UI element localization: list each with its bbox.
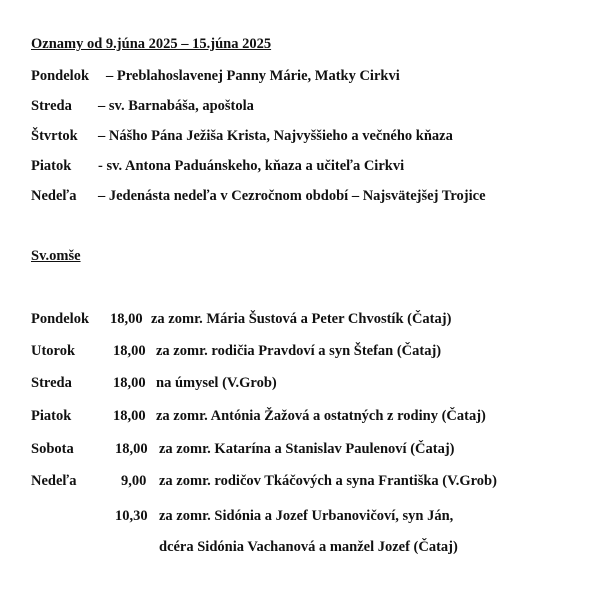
mass-time-tuesday: 18,00 <box>113 343 146 359</box>
mass-time-monday: 18,00 <box>110 311 143 327</box>
announcement-text-thursday: – Nášho Pána Ježiša Krista, Najvyššieho a večného kňaza <box>98 128 453 144</box>
announcements-heading: Oznamy od 9.júna 2025 – 15.júna 2025 <box>31 36 272 52</box>
mass-time-sunday: 9,00 <box>121 473 147 489</box>
mass-day-sunday: Nedeľa <box>31 473 77 489</box>
mass-day-tuesday: Utorok <box>31 343 76 359</box>
announcement-day-thursday: Štvrtok <box>31 128 78 144</box>
announcement-day-friday: Piatok <box>31 158 72 174</box>
mass-day-wednesday: Streda <box>31 375 72 391</box>
mass-time-wednesday: 18,00 <box>113 375 146 391</box>
announcement-text-friday: - sv. Antona Paduánskeho, kňaza a učiteľa Cirkvi <box>98 158 405 174</box>
mass-time-friday: 18,00 <box>113 408 146 424</box>
mass-day-friday: Piatok <box>31 408 72 424</box>
announcement-day-wednesday: Streda <box>31 98 72 114</box>
mass-day-monday: Pondelok <box>31 311 90 327</box>
mass-text-sunday-second: za zomr. Sidónia a Jozef Urbanovičoví, syn Ján, <box>159 508 454 524</box>
announcement-text-monday: – Preblahoslavenej Panny Márie, Matky Cirkvi <box>106 68 400 84</box>
mass-text-continuation: dcéra Sidónia Vachanová a manžel Jozef (Čataj) <box>159 539 458 555</box>
mass-text-tuesday: za zomr. rodičia Pravdoví a syn Štefan (Čataj) <box>156 343 442 359</box>
announcement-day-sunday: Nedeľa <box>31 188 77 204</box>
masses-heading: Sv.omše <box>31 248 81 264</box>
mass-day-saturday: Sobota <box>31 441 74 457</box>
mass-text-wednesday: na úmysel (V.Grob) <box>156 375 277 391</box>
mass-text-monday: za zomr. Mária Šustová a Peter Chvostík (Čataj) <box>151 311 452 327</box>
mass-text-saturday: za zomr. Katarína a Stanislav Paulenoví (Čataj) <box>159 441 455 457</box>
announcement-day-monday: Pondelok <box>31 68 90 84</box>
announcement-text-wednesday: – sv. Barnabáša, apoštola <box>98 98 254 114</box>
mass-text-friday: za zomr. Antónia Žažová a ostatných z rodiny (Čataj) <box>156 408 486 424</box>
mass-text-sunday: za zomr. rodičov Tkáčových a syna Františka (V.Grob) <box>159 473 497 489</box>
mass-time-saturday: 18,00 <box>115 441 148 457</box>
announcement-text-sunday: – Jedenásta nedeľa v Cezročnom období – Najsvätejšej Trojice <box>98 188 486 204</box>
mass-time-sunday-second: 10,30 <box>115 508 148 524</box>
